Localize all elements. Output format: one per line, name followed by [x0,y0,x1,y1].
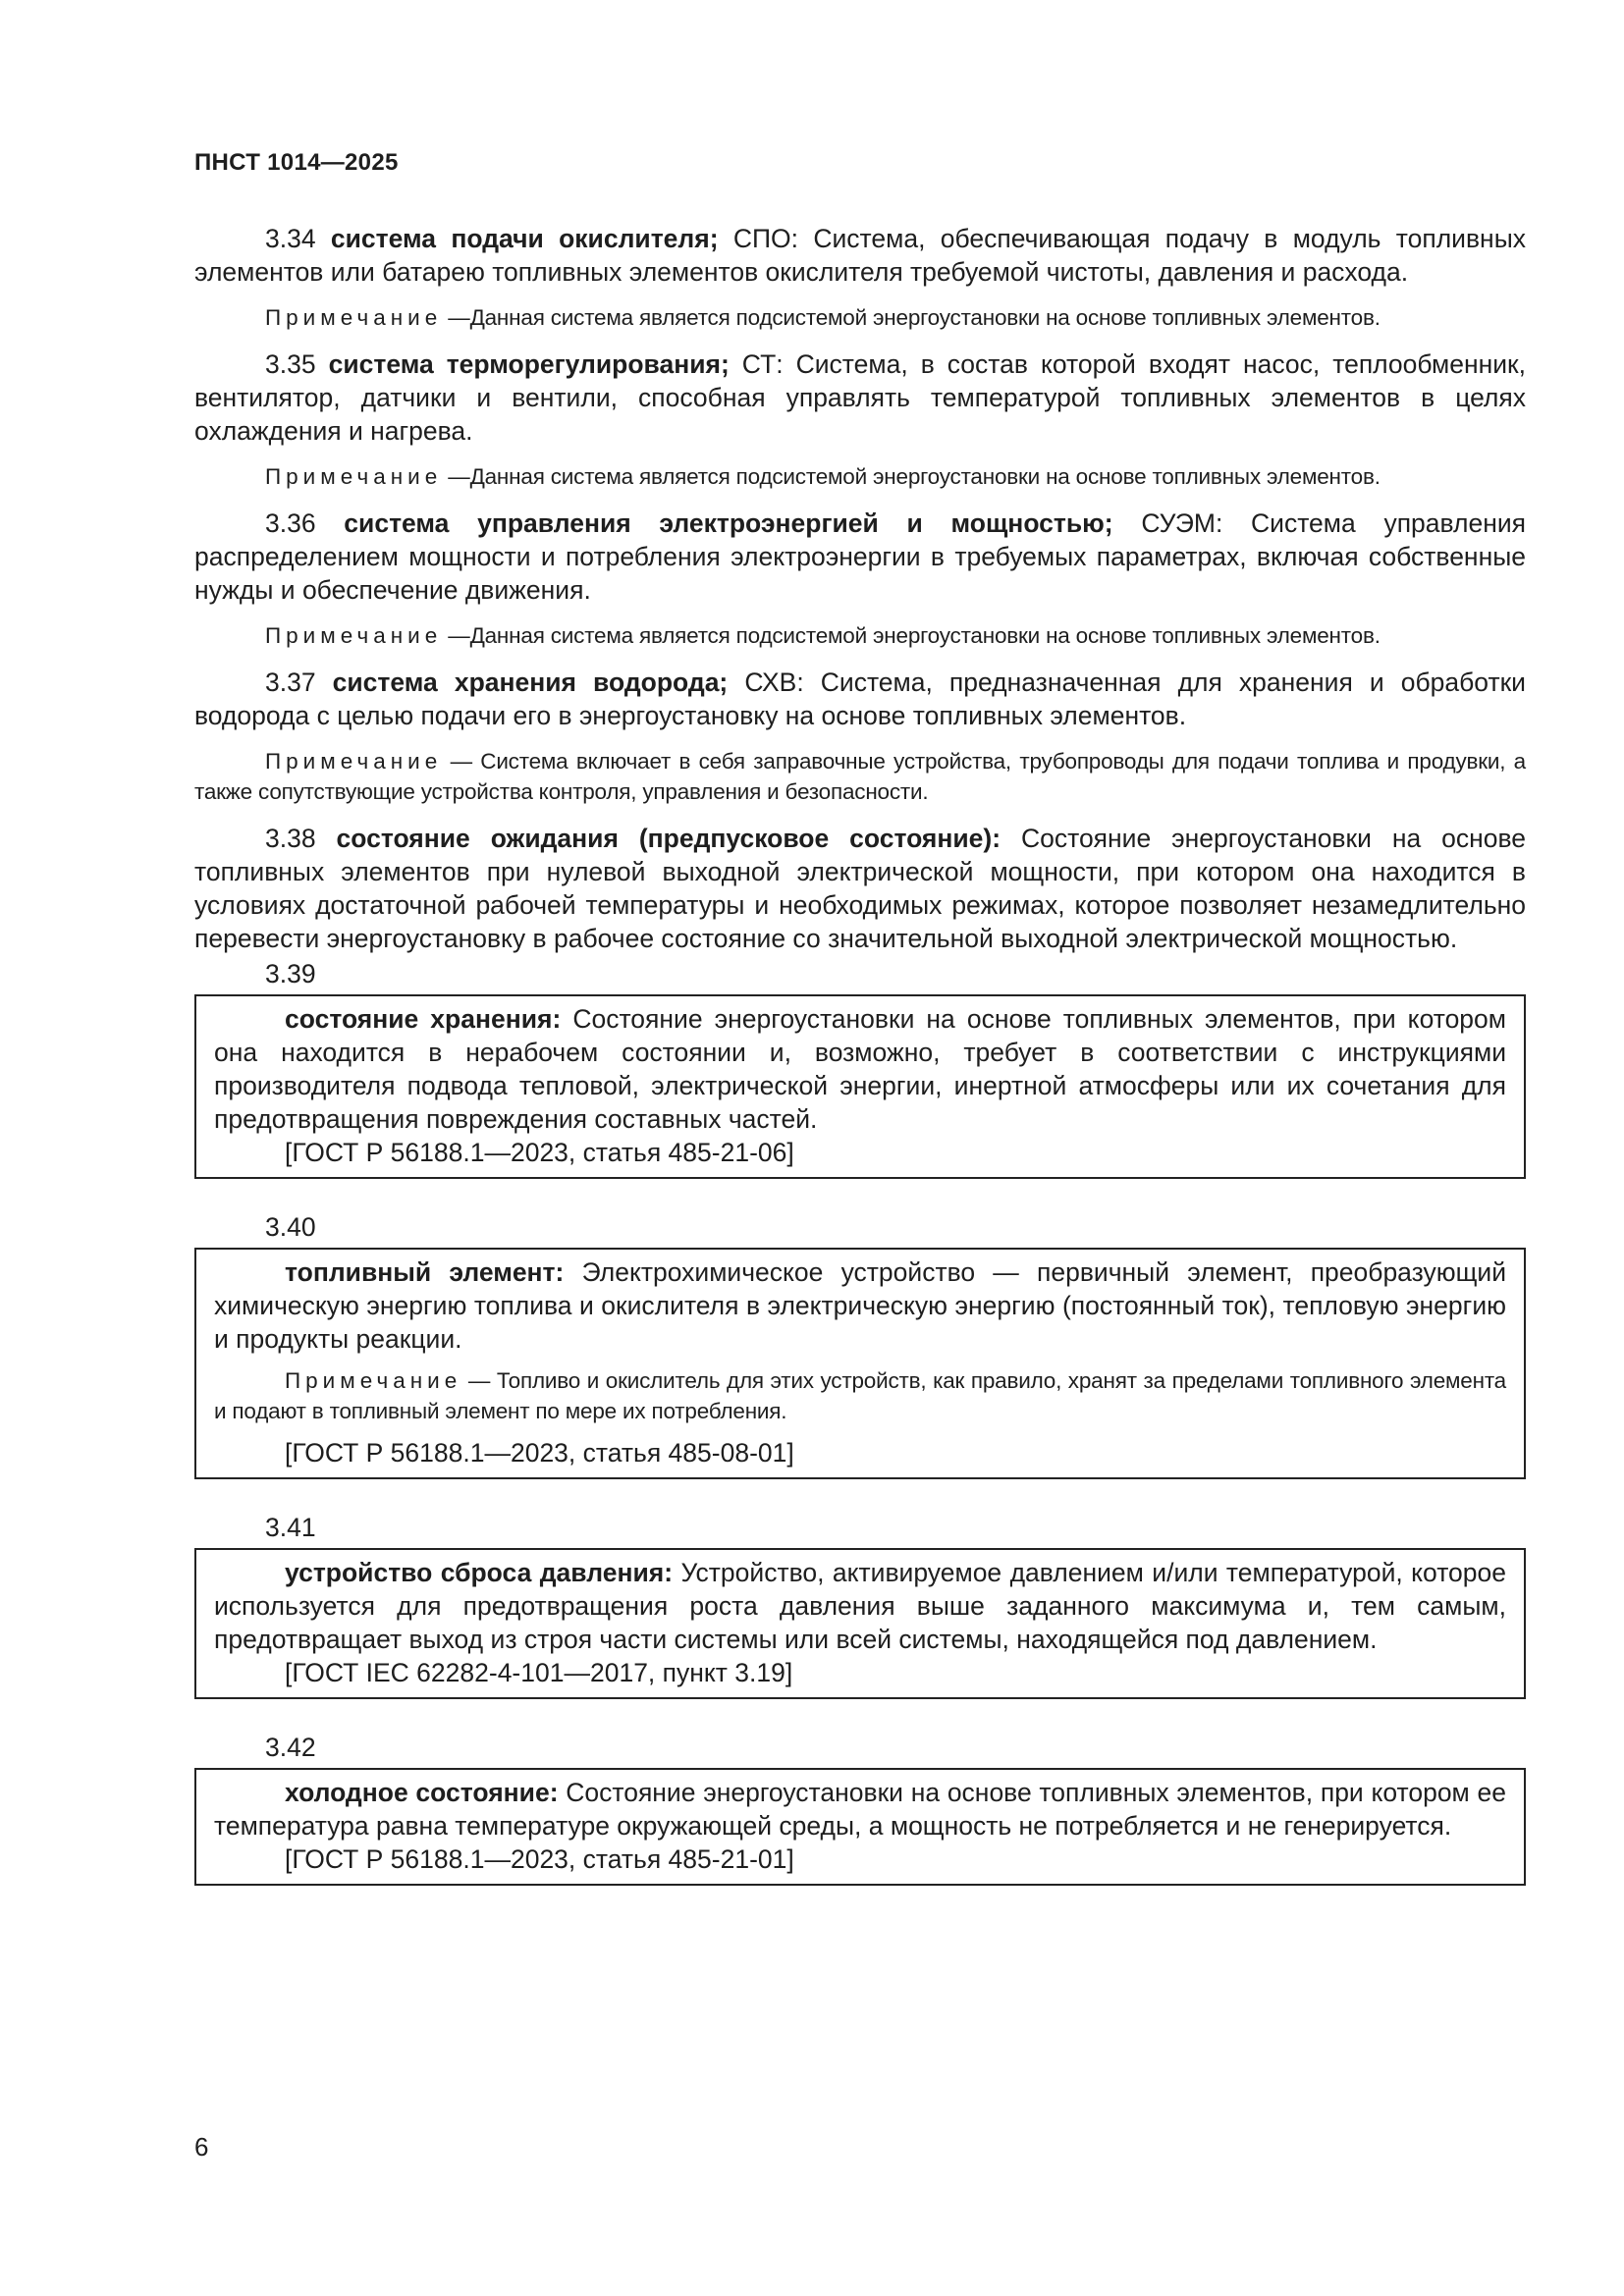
term-number: 3.36 [265,508,316,538]
term-entry [214,1255,1506,1356]
term-definition: Состояние энергоустановки на основе топливных элементов, при котором ее температура равна температуре окружающей среды, а мощность не потребляется и не генерируется. [214,1778,1506,1841]
term-number: 3.39 [265,959,316,988]
term-definition: Состояние энергоустановки на основе топливных элементов, при котором она находится в нерабочем состоянии и, возможно, требует в соответствии с инструкциями производителя подвода тепловой, электрической энергии, инертной атмосферы или их сочетания для предотвращения повреждения составных частей. [214,1004,1506,1134]
term-name: состояние хранения: [285,1004,562,1034]
standard-term-box [194,994,1526,1179]
term-number: 3.40 [265,1212,316,1242]
term-entry [194,666,1526,732]
term-entry [214,1776,1506,1842]
term-name: система хранения водорода; [332,667,729,697]
term-number: 3.41 [265,1513,316,1542]
note [194,620,1526,651]
term-definition: СУЭМ: Система управления распределением мощности и потребления электроэнергии в требуемых параметрах, включая собственные нужды и обеспечение движения. [194,508,1526,605]
standard-term-box [194,1548,1526,1699]
term-name: холодное состояние: [285,1778,559,1807]
page-content [194,222,1526,1917]
term-name: система управления электроэнергией и мощностью; [344,508,1113,538]
note-label: Примечание [265,305,443,330]
term-number: 3.35 [265,349,316,379]
term-entry [194,347,1526,448]
note-label: Примечание [265,464,443,489]
note [214,1365,1506,1426]
term-definition: Устройство, активируемое давлением и/или температурой, которое используется для предотвращения роста давления выше заданного максимума и, тем самым, предотвращает выход из строя части системы или всей системы, находящейся под давлением. [214,1558,1507,1654]
term-definition: СХВ: Система, предназначенная для хранения и обработки водорода с целью подачи его в энергоустановку на основе топливных элементов. [194,667,1526,730]
document-id: ПНСТ 1014—2025 [194,149,399,176]
term-name: состояние ожидания (предпусковое состояние): [336,824,1001,853]
note-text: — Система включает в себя заправочные устройства, трубопроводы для подачи топлива и продувки, а также сопутствующие устройства контроля, управления и безопасности. [194,749,1526,804]
term-name: система подачи окислителя; [330,224,719,253]
term-number: 3.42 [265,1733,316,1762]
standard-term-box [194,1248,1526,1479]
term-entry [214,1556,1506,1656]
note-text: —Данная система является подсистемой энергоустановки на основе топливных элементов. [442,464,1380,489]
note-label: Примечание [265,749,443,774]
term-definition: СТ: Система, в состав которой входят насос, теплообменник, вентилятор, датчики и вентили, способная управлять температурой топливных элементов в целях охлаждения и нагрева. [194,349,1526,446]
term-definition: СПО: Система, обеспечивающая подачу в модуль топливных элементов или батарею топливных элементов окислителя требуемой чистоты, давления и расхода. [194,224,1526,287]
note-text: —Данная система является подсистемой энергоустановки на основе топливных элементов. [442,305,1380,330]
note-text: —Данная система является подсистемой энергоустановки на основе топливных элементов. [442,623,1380,648]
source-reference: [ГОСТ Р 56188.1—2023, статья 485-08-01] [285,1438,794,1468]
note [194,746,1526,807]
note-label: Примечание [285,1368,462,1393]
term-number: 3.38 [265,824,316,853]
source-reference: [ГОСТ IEC 62282-4-101—2017, пункт 3.19] [285,1658,793,1687]
source-reference: [ГОСТ Р 56188.1—2023, статья 485-21-06] [285,1138,794,1167]
term-definition: Электрохимическое устройство — первичный элемент, преобразующий химическую энергию топлива и окислителя в электрическую энергию (постоянный ток), тепловую энергию и продукты реакции. [214,1257,1507,1354]
term-name: устройство сброса давления: [285,1558,674,1587]
term-entry [194,222,1526,289]
note-text: — Топливо и окислитель для этих устройств, как правило, хранят за пределами топливного элемента и подают в топливный элемент по мере их потребления. [214,1368,1506,1423]
source-reference: [ГОСТ Р 56188.1—2023, статья 485-21-01] [285,1844,794,1874]
term-definition: Состояние энергоустановки на основе топливных элементов при нулевой выходной электрической мощности, при котором она находится в условиях достаточной рабочей температуры и необходимых режимах, которое позволяет незамедлительно перевести энергоустановку в рабочее состояние со значительной выходной электрической мощностью. [194,824,1526,953]
note [194,461,1526,492]
term-number: 3.37 [265,667,316,697]
page-number: 6 [194,2132,209,2162]
term-name: топливный элемент: [285,1257,565,1287]
term-entry [194,507,1526,607]
note [194,302,1526,333]
term-name: система терморегулирования; [328,349,730,379]
standard-term-box [194,1768,1526,1886]
note-label: Примечание [265,623,443,648]
term-entry [214,1002,1506,1136]
term-entry [194,822,1526,955]
term-number: 3.34 [265,224,316,253]
